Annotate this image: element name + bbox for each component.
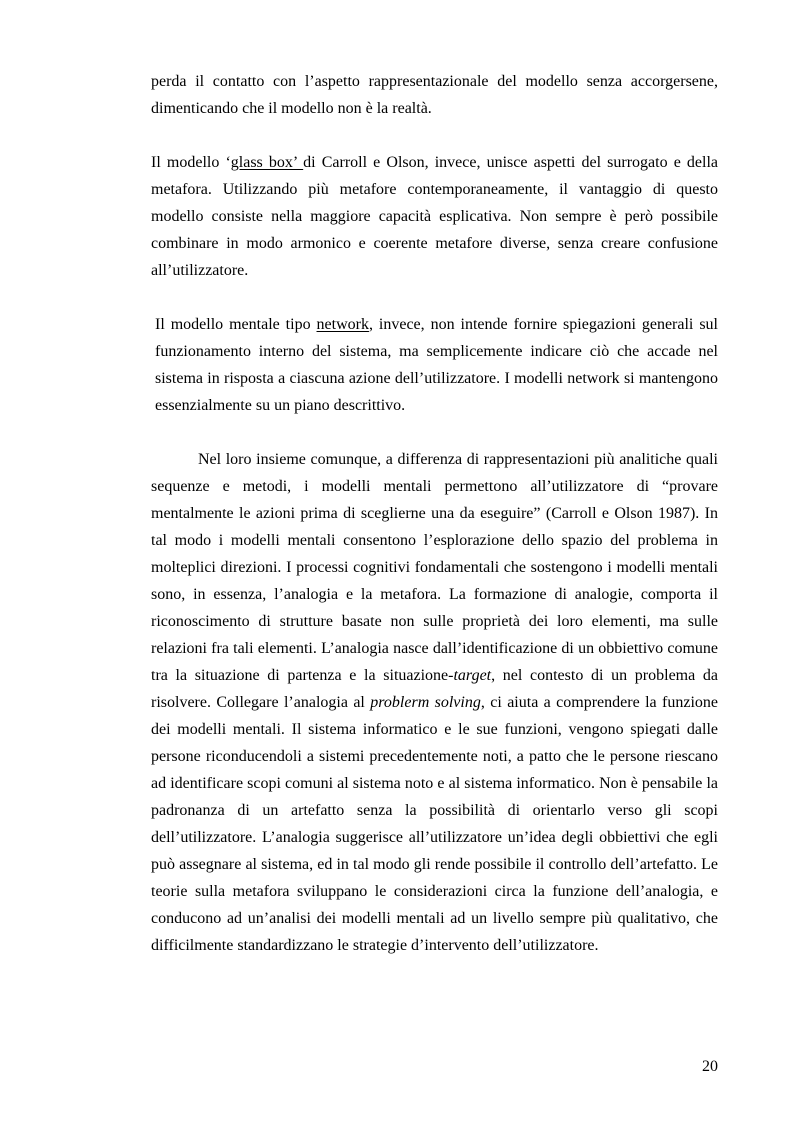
paragraph-4 [151,446,718,959]
paragraph-2-after: di Carroll e Olson, invece, unisce aspetti del surrogato e della metafora. Utilizzando più metafore contemporaneamente, il vantaggio di questo modello consiste nella maggiore capacità esplicativa. Non sempre è però possibile combinare in modo armonico e coerente metafore diverse, senza creare confusione all’utilizzatore. [151,154,719,279]
page-body [151,68,718,959]
paragraph-gap [151,284,718,311]
glass-box-term: glass box’ [230,154,304,171]
page-number: 20 [702,1058,718,1075]
paragraph-4-part3: , ci aiuta a comprendere la funzione dei modelli mentali. Il sistema informatico e le sue funzioni, vengono spiegati dalle persone riconducendoli a sistemi precedentemente noti, a patto che le persone riescano ad identificare scopi comuni al sistema noto e al sistema informatico. Non è pensabile la padronanza di un artefatto senza la possibilità di orientarlo verso gli scopi dell’utilizzatore. L’analogia suggerisce all’utilizzatore un’idea degli obbiettivi che egli può assegnare al sistema, ed in tal modo gli rende possibile il controllo dell’artefatto. Le teorie sulla metafora sviluppano le considerazioni circa la funzione dell’analogia, e conducono ad un’analisi dei modelli mentali ad un livello sempre più qualitativo, che difficilmente standardizzano le strategie d’intervento dell’utilizzatore. [151,694,719,954]
paragraph-4-part2: , nel contesto di un problema da risolvere. Collegare l’analogia al [151,667,718,711]
target-term: target [453,667,492,684]
problem-solving-term: problerm solving [370,694,481,711]
paragraph-3 [151,311,718,419]
paragraph-4-part1: Nel loro insieme comunque, a differenza di rappresentazioni più analitiche quali sequenze e metodi, i modelli mentali permettono all’utilizzatore di “provare mentalmente le azioni prima di sceglierne una da eseguire” (Carroll e Olson 1987). In tal modo i modelli mentali consentono l’esplorazione dello spazio del problema in molteplici direzioni. I processi cognitivi fondamentali che sostengono i modelli mentali sono, in essenza, l’analogia e la metafora. La formazione di analogie, comporta il riconoscimento di strutture basate non sulle proprietà dei loro elementi, ma sulle relazioni fra tali elementi. L’analogia nasce dall’identificazione di un obbiettivo comune tra la situazione di partenza e la situazione- [151,451,718,684]
paragraph-gap [151,122,718,149]
paragraph-gap [151,419,718,446]
paragraph-3-after: , invece, non intende fornire spiegazioni generali sul funzionamento interno del sistema, ma semplicemente indicare ciò che accade nel sistema in risposta a ciascuna azione dell’utilizzatore. I modelli network si mantengono essenzialmente su un piano descrittivo. [155,316,718,414]
paragraph-2 [151,149,718,284]
paragraph-3-before: Il modello mentale tipo [155,316,317,333]
paragraph-1: perda il contatto con l’aspetto rappresentazionale del modello senza accorgersene, dimenticando che il modello non è la realtà. [151,73,718,117]
paragraph-2-before: Il modello ‘ [151,154,231,171]
network-term: network [316,316,369,333]
